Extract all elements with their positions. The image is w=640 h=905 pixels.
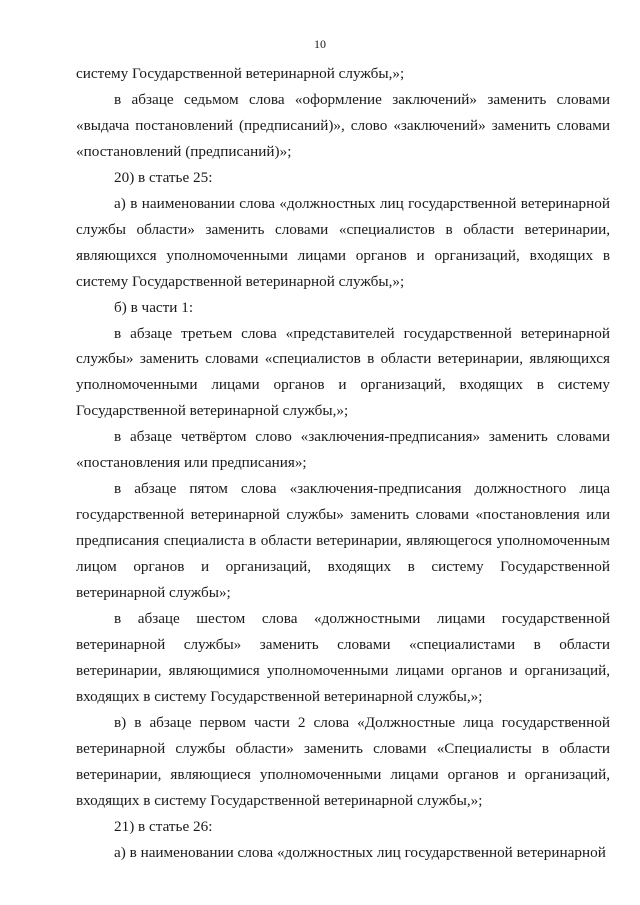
paragraph-20b-abzats-6: в абзаце шестом слова «должностными лицами государственной ветеринарной службы» заменить словами «специалистами в области ветеринарии, являющимися уполномоченными лицами органов и организаций, входящих в систему Государственной ветеринарной службы,»;	[76, 610, 610, 705]
paragraph-20b-abzats-4: в абзаце четвёртом слово «заключения-предписания» заменить словами «постановления или предписания»;	[76, 428, 610, 472]
page-number: 10	[314, 37, 326, 51]
document-body	[76, 61, 610, 866]
paragraph-21a: а) в наименовании слова «должностных лиц государственной ветеринарной	[114, 843, 606, 861]
paragraph-item-20: 20) в статье 25:	[114, 168, 213, 186]
paragraph-20a: а) в наименовании слова «должностных лиц государственной ветеринарной службы области» заменить словами «специалистов в области ветеринарии, являющихся уполномоченными лицами органов и организаций, входящих в систему Государственной ветеринарной службы,»;	[76, 194, 610, 290]
paragraph-20b: б) в части 1:	[114, 298, 194, 316]
paragraph-20v: в) в абзаце первом части 2 слова «Должностные лица государственной ветеринарной службы области» заменить словами «Специалисты в области ветеринарии, являющиеся уполномоченными лицами органов и организаций, входящих в систему Государственной ветеринарной службы,»;	[76, 713, 610, 809]
paragraph-abzats-7: в абзаце седьмом слова «оформление заключений» заменить словами «выдача постановлений (предписаний)», слово «заключений» заменить словами «постановлений (предписаний)»;	[76, 90, 610, 160]
paragraph-20b-abzats-5: в абзаце пятом слова «заключения-предписания должностного лица государственной ветеринарной службы» заменить словами «постановления или предписания специалиста в области ветеринарии, являющегося уполномоченным лицом органов и организаций, входящих в систему Государственной ветеринарной службы»;	[76, 480, 610, 602]
paragraph-continuation: систему Государственной ветеринарной службы,»;	[76, 65, 405, 82]
paragraph-20b-abzats-3: в абзаце третьем слова «представителей государственной ветеринарной службы» заменить словами «специалистов в области ветеринарии, являющихся уполномоченными лицами органов и организаций, входящих в систему Государственной ветеринарной службы,»;	[76, 324, 610, 420]
paragraph-item-21: 21) в статье 26:	[114, 817, 213, 835]
